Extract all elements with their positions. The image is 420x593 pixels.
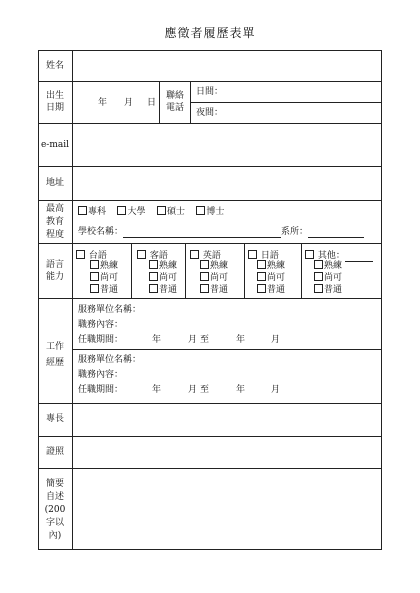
level-option[interactable]: 熟練 bbox=[149, 260, 177, 272]
work1-to: 至 bbox=[200, 335, 210, 345]
contact-phone-label: 聯絡 電話 bbox=[165, 91, 184, 113]
checkbox-icon[interactable] bbox=[200, 284, 209, 293]
english-levels bbox=[200, 260, 228, 296]
other-language-field[interactable] bbox=[345, 252, 373, 262]
language-other: 其他： bbox=[305, 250, 373, 262]
work1-start-year: 年 bbox=[152, 335, 162, 345]
school-field[interactable] bbox=[123, 228, 281, 238]
checkbox-icon[interactable] bbox=[314, 260, 323, 269]
checkbox-icon[interactable] bbox=[157, 206, 166, 215]
level-option[interactable]: 普通 bbox=[314, 284, 342, 296]
checkbox-icon[interactable] bbox=[90, 260, 99, 269]
level-option[interactable]: 尚可 bbox=[90, 272, 118, 284]
level-option[interactable]: 尚可 bbox=[200, 272, 228, 284]
work1-unit-field[interactable] bbox=[148, 304, 378, 316]
work2-start-year: 年 bbox=[152, 385, 162, 395]
department-label: 系所： bbox=[281, 227, 309, 237]
checkbox-icon[interactable] bbox=[257, 260, 266, 269]
address-label: 地址 bbox=[45, 178, 64, 188]
checkbox-icon[interactable] bbox=[149, 284, 158, 293]
level-option[interactable]: 熟練 bbox=[200, 260, 228, 272]
checkbox-icon[interactable] bbox=[200, 260, 209, 269]
work-label: 工作 經歷 bbox=[45, 342, 64, 368]
checkbox-icon[interactable] bbox=[314, 284, 323, 293]
work2-period-label: 任職期間： bbox=[78, 385, 124, 395]
checkbox-icon[interactable] bbox=[257, 272, 266, 281]
license-label: 證照 bbox=[45, 447, 64, 457]
bio-label: 簡要 自述 (200 字以 內) bbox=[44, 479, 66, 541]
education-label: 最高 教育 程度 bbox=[45, 204, 64, 240]
checkbox-icon[interactable] bbox=[190, 250, 199, 259]
work1-duty-label: 職務內容： bbox=[78, 320, 124, 330]
work1-unit-label: 服務單位名稱： bbox=[78, 305, 142, 315]
degree-option-bachelor[interactable]: 大學 bbox=[117, 207, 145, 217]
day-phone-field[interactable] bbox=[225, 82, 381, 102]
work2-to: 至 bbox=[200, 385, 210, 395]
checkbox-icon[interactable] bbox=[78, 206, 87, 215]
degree-option-doctorate[interactable]: 博士 bbox=[196, 207, 224, 217]
level-option[interactable]: 普通 bbox=[149, 284, 177, 296]
work1-end-month: 月 bbox=[271, 335, 281, 345]
birth-label: 出生 日期 bbox=[45, 91, 64, 113]
skills-field[interactable] bbox=[73, 404, 381, 436]
level-option[interactable]: 熟練 bbox=[257, 260, 285, 272]
language-japanese: 日語 bbox=[248, 250, 279, 262]
checkbox-icon[interactable] bbox=[90, 272, 99, 281]
checkbox-icon[interactable] bbox=[137, 250, 146, 259]
work2-start-month: 月 bbox=[188, 385, 198, 395]
birth-month-label: 月 bbox=[124, 98, 134, 108]
checkbox-icon[interactable] bbox=[149, 272, 158, 281]
skills-label: 專長 bbox=[45, 414, 64, 424]
degree-option-associate[interactable]: 專科 bbox=[78, 207, 106, 217]
form-title: 應徵者履歷表單 bbox=[164, 26, 256, 40]
checkbox-icon[interactable] bbox=[149, 260, 158, 269]
education-options bbox=[78, 206, 224, 218]
level-option[interactable]: 尚可 bbox=[257, 272, 285, 284]
school-line bbox=[78, 227, 364, 238]
checkbox-icon[interactable] bbox=[196, 206, 205, 215]
level-option[interactable]: 尚可 bbox=[149, 272, 177, 284]
level-option[interactable]: 尚可 bbox=[314, 272, 342, 284]
degree-option-master[interactable]: 碩士 bbox=[157, 207, 185, 217]
work1-end-year: 年 bbox=[236, 335, 246, 345]
email-label: e-mail bbox=[40, 140, 70, 150]
work2-end-month: 月 bbox=[271, 385, 281, 395]
other-levels bbox=[314, 260, 342, 296]
hakka-levels bbox=[149, 260, 177, 296]
work2-duty-label: 職務內容： bbox=[78, 370, 124, 380]
checkbox-icon[interactable] bbox=[305, 250, 314, 259]
level-option[interactable]: 熟練 bbox=[90, 260, 118, 272]
name-label: 姓名 bbox=[45, 61, 64, 71]
night-phone-label: 夜間： bbox=[196, 108, 224, 118]
checkbox-icon[interactable] bbox=[257, 284, 266, 293]
language-hakka: 客語 bbox=[137, 250, 168, 262]
language-english: 英語 bbox=[190, 250, 221, 262]
checkbox-icon[interactable] bbox=[314, 272, 323, 281]
day-phone-label: 日間： bbox=[196, 87, 224, 97]
birth-year-label: 年 bbox=[98, 98, 108, 108]
japanese-levels bbox=[257, 260, 285, 296]
work1-start-month: 月 bbox=[188, 335, 198, 345]
department-field[interactable] bbox=[308, 228, 364, 238]
work2-duty-field[interactable] bbox=[125, 369, 378, 381]
language-label: 語言 能力 bbox=[45, 260, 64, 282]
name-field[interactable] bbox=[73, 51, 381, 81]
taiwanese-levels bbox=[90, 260, 118, 296]
checkbox-icon[interactable] bbox=[248, 250, 257, 259]
bio-field[interactable] bbox=[73, 469, 381, 549]
work1-duty-field[interactable] bbox=[125, 319, 378, 331]
work2-unit-label: 服務單位名稱： bbox=[78, 355, 142, 365]
school-label: 學校名稱： bbox=[78, 227, 124, 237]
level-option[interactable]: 普通 bbox=[200, 284, 228, 296]
license-field[interactable] bbox=[73, 437, 381, 468]
birth-day-label: 日 bbox=[147, 98, 157, 108]
checkbox-icon[interactable] bbox=[76, 250, 85, 259]
address-field[interactable] bbox=[73, 167, 381, 200]
checkbox-icon[interactable] bbox=[117, 206, 126, 215]
level-option[interactable]: 普通 bbox=[257, 284, 285, 296]
night-phone-field[interactable] bbox=[225, 103, 381, 123]
checkbox-icon[interactable] bbox=[200, 272, 209, 281]
level-option[interactable]: 普通 bbox=[90, 284, 118, 296]
checkbox-icon[interactable] bbox=[90, 284, 99, 293]
language-taiwanese: 台語 bbox=[76, 250, 107, 262]
level-option[interactable]: 熟練 bbox=[314, 260, 342, 272]
email-field[interactable] bbox=[73, 124, 381, 166]
work1-period-label: 任職期間： bbox=[78, 335, 124, 345]
work2-end-year: 年 bbox=[236, 385, 246, 395]
work2-unit-field[interactable] bbox=[148, 354, 378, 366]
